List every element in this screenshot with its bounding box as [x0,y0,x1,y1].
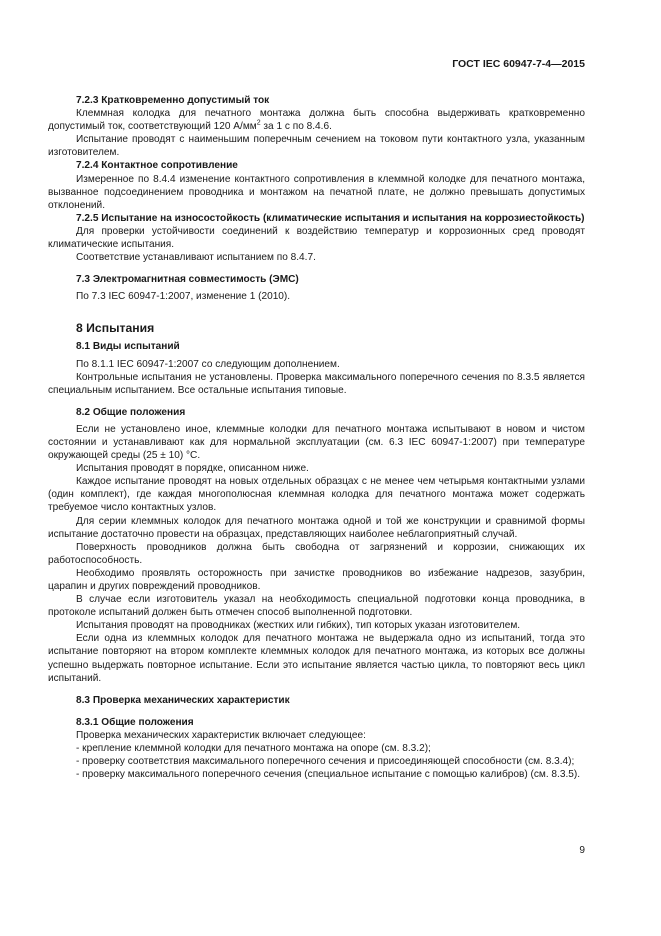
list-item: - проверку соответствия максимального поперечного сечения и присоединяющей способности (см. 8.3.4); [76,756,575,768]
heading-8-3-1: 8.3.1 Общие положения [76,716,194,728]
heading-8: 8 Испытания [76,321,155,336]
heading-8-2: 8.2 Общие положения [76,406,186,418]
paragraph: Проверка механических характеристик включает следующее: [76,729,366,741]
page-number: 9 [579,845,585,856]
paragraph: Для серии клеммных колодок для печатного монтажа одной и той же конструкции и сравнимой формы испытание достаточно провести на образцах, представляющих наиболее неблагоприятный случай. [48,515,585,540]
heading-7-3: 7.3 Электромагнитная совместимость (ЭМС) [76,274,299,286]
paragraph: По 7.3 IEC 60947-1:2007, изменение 1 (2010). [76,291,291,303]
paragraph: Контрольные испытания не установлены. Проверка максимального поперечного сечения по 8.3.5 является специальным испытанием. Все остальные испытания типовые. [48,371,585,396]
document-page [48,0,585,936]
paragraph: Необходимо проявлять осторожность при зачистке проводников во избежание надрезов, зазубрин, царапин и других повреждений проводников. [48,567,585,592]
document-body [48,94,585,781]
paragraph [48,107,585,133]
paragraph: Испытание проводят с наименьшим поперечным сечением на токовом пути контактного узла, указанным изготовителем. [48,134,585,159]
paragraph-text: за 1 с по 8.4.6. [260,121,332,133]
paragraph-text: Клеммная колодка для печатного монтажа должна быть способна выдерживать кратковременно допустимый ток, соответствующий 120 А/мм [48,108,585,133]
paragraph: Каждое испытание проводят на новых отдельных образцах с не менее чем четырьмя контактными узлами (один комплект), где каждая многополюсная клеммная колодка для печатного монтажа может содержать требуемое число контактных узлов. [48,476,585,514]
paragraph: Испытания проводят в порядке, описанном ниже. [76,463,309,475]
paragraph: Испытания проводят на проводниках (жестких или гибких), тип которых указан изготовителем. [76,620,521,632]
document-code-header: ГОСТ IEC 60947-7-4—2015 [452,58,585,70]
list-item: - проверку максимального поперечного сечения (специальное испытание с помощью калибров) (см. 8.3.5). [76,769,581,781]
superscript: 2 [256,119,261,127]
list-item: - крепление клеммной колодки для печатного монтажа на опоре (см. 8.3.2); [76,743,431,755]
paragraph: Поверхность проводников должна быть свободна от загрязнений и коррозии, снижающих их работоспособность. [48,541,585,566]
paragraph: Для проверки устойчивости соединений к воздействию температур и коррозионных сред проводят климатические испытания. [48,225,585,251]
heading-7-2-4: 7.2.4 Контактное сопротивление [76,160,238,172]
paragraph: Соответствие устанавливают испытанием по 8.4.7. [76,252,316,264]
heading-8-1: 8.1 Виды испытаний [76,341,180,353]
heading-7-2-5: 7.2.5 Испытание на износостойкость (климатические испытания и испытания на коррозиестойкость) [76,212,585,224]
heading-8-3: 8.3 Проверка механических характеристик [76,694,290,706]
heading-7-2-3: 7.2.3 Кратковременно допустимый ток [76,95,270,106]
paragraph: В случае если изготовитель указал на необходимость специальной подготовки конца проводника, в протоколе испытаний должен быть отмечен способ выполненной подготовки. [48,594,585,619]
paragraph: По 8.1.1 IEC 60947-1:2007 со следующим дополнением. [76,358,340,370]
paragraph: Если не установлено иное, клеммные колодки для печатного монтажа испытывают в новом и чистом состоянии и устанавливают как для нормальной эксплуатации (см. 6.3 IEC 60947-1:2007) при температуре окружающей среды (25 ± 10) °С. [48,423,585,462]
paragraph: Если одна из клеммных колодок для печатного монтажа не выдержала одно из испытаний, тогда это испытание повторяют на втором комплекте клеммных колодок для печатного монтажа, из которых все должны успешно выдержать повторное испытание. Если это испытание является частью цикла, то повторяют весь цикл испытаний. [48,633,585,684]
paragraph: Измеренное по 8.4.4 изменение контактного сопротивления в клеммной колодке для печатного монтажа, вызванное подсоединением проводника и монтажом на печатной плате, не должно превышать допустимых отклонений. [48,173,585,211]
